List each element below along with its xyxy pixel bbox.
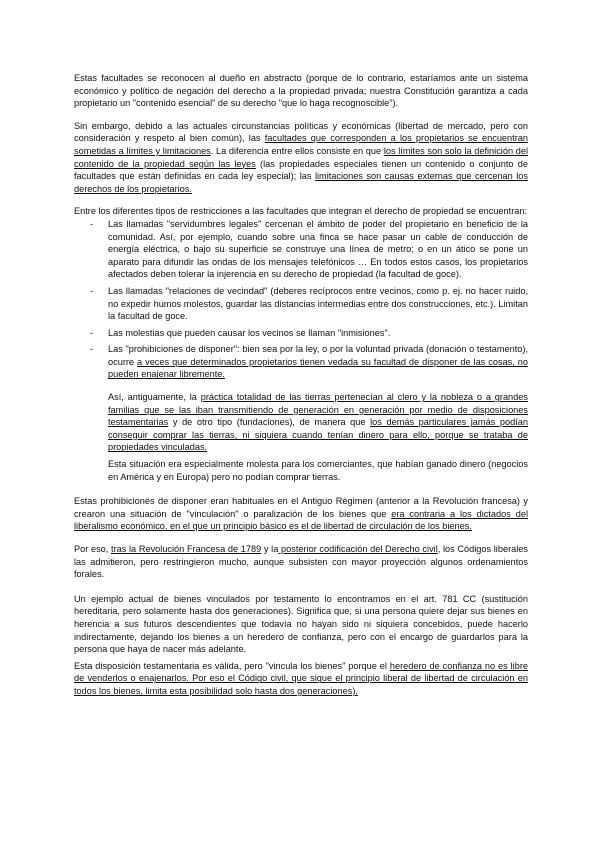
underlined-text: tras la Revolución Francesa de 1789 — [111, 544, 262, 554]
paragraph-restricciones-intro: Entre los diferentes tipos de restricciones a las facultades que integran el derecho de propiedad se encuentran: — [74, 206, 528, 217]
dash-bullet: - — [90, 285, 94, 296]
underlined-text: facultades que corresponden a los propietarios se encuentran sometidas a límites y limitaciones — [74, 133, 528, 156]
text-run: . La diferencia entre ellos consiste en que — [210, 145, 384, 156]
underlined-text: era contraria a los dictados del liberalismo económico, en el que un principio básico es el de libertad de circulación de los bienes. — [74, 508, 528, 532]
dash-bullet: - — [90, 218, 94, 229]
text-run: y de otro tipo (fundaciones), de manera que — [168, 417, 371, 428]
paragraph-art-781: Un ejemplo actual de bienes vinculados por testamento lo encontramos en el art. 781 CC (sustitución hereditaria, pero solamente hasta dos generaciones). Significa que, si una persona quiere dejar sus bienes en herencia a sus futuros descendientes que todavía no hayan sido ni siquiera concebidos, puede hacerlo indirectamente, dejando los bienes a un heredero de confianza, pero con el encargo de guardarlos para la persona que haya de nacer más adelante. — [74, 593, 528, 655]
list-item-text: Las llamadas "servidumbres legales" cercenan el ámbito de poder del propietario en beneficio de la comunidad. Así, por ejemplo, cuando sobre una finca se hace pasar un cable de conducción de energía eléctrica, o bajo su superficie se construye una línea de metro; o en un ático se pone un aparato para difundir las ondas de los mensajes telefónicos … En todos estos casos, los propietarios afectados deben tolerar la injerencia en su derecho de propiedad (la facultad de goce). — [108, 218, 528, 280]
paragraph-facultades: Estas facultades se reconocen al dueño en abstracto (porque de lo contrario, estaríamos ante un sistema económico y político de negación del derecho a la propiedad privada; nuestra Constitución garantiza a cada propietario un "contenido esencial" de su derecho "que lo haga recognoscible"). — [74, 73, 528, 109]
document-page — [74, 72, 528, 708]
dash-bullet: - — [90, 327, 94, 338]
list-item-servidumbres — [74, 218, 528, 281]
paragraph-disposicion — [74, 660, 528, 698]
dash-bullet: - — [90, 344, 94, 355]
underlined-text: limitaciones son causas externas que cercenan los derechos de los propietarios. — [74, 171, 529, 194]
text-run: Por eso, — [74, 544, 112, 554]
underlined-text: práctica totalidad de las tierras pertenecían al clero y la nobleza o a grandes familias que se las iban transmitiendo de generación en generación por medio de disposiciones testamentarias — [108, 392, 528, 428]
paragraph-revolucion — [74, 543, 528, 581]
text-run: Estas prohibiciones de disponer eran habituales en el Antiguo Régimen (anterior a la Revolución francesa) y crearon una situación de "vinculación" o paralización de los bienes que — [74, 496, 528, 519]
paragraph-antiguamente — [74, 391, 528, 454]
text-run: y la — [261, 544, 279, 554]
text-run: Sin embargo, debido a las actuales circunstancias políticas y económicas (libertad de mercado, pero con consideración y respeto al bien común), las — [74, 120, 528, 144]
underlined-text: posterior codificación del Derecho civil — [278, 544, 438, 554]
paragraph-antiguo-regimen — [74, 495, 528, 533]
list-item-vecindad — [74, 285, 528, 323]
list-item-text: Las "prohibiciones de disponer": bien sea por la ley, o por la voluntad privada (donación o testamento), ocurre — [108, 344, 528, 367]
text-run: (las propiedades especiales tienen un contenido o conjunto de facultades que están definidas en cada ley especial); las — [74, 158, 528, 182]
list-item-text: Las llamadas "relaciones de vecindad" (deberes recíprocos entre vecinos, como p. ej. no hacer ruido, no expedir humos molestos, guardar las distancias intermedias entre dos construcciones, etc.). Limitan la facultad de goce. — [108, 285, 528, 322]
underlined-text: los demás particulares jamás podían conseguir comprar las tierras, ni siquiera cuando tenían dinero para ello, porque se trataba de propiedades vinculadas. — [108, 417, 528, 453]
text-run: , los Códigos liberales las admitieron, pero restringieron mucho, aunque subsisten con mayor proyección algunos ordenamientos forales. — [74, 544, 528, 580]
text-run: Así, antiguamente, la — [108, 392, 201, 403]
underlined-text: los límites son solo la definición del contenido de la propiedad según las leyes — [74, 145, 528, 169]
underlined-text: a veces que determinados propietarios tienen vedada su facultad de disponer de las cosas, no pueden enajenar libremente. — [108, 356, 528, 380]
list-item-prohibiciones — [74, 343, 528, 381]
underlined-text: heredero de confianza no es libre de venderlos o enajenarlos. Por eso el Código civil, que sigue el principio liberal de libertad de circulación en todos los bienes, limita esta posibilidad solo hasta dos generaciones). — [74, 660, 528, 696]
paragraph-limites — [74, 120, 528, 196]
restricciones-list — [74, 218, 528, 381]
text-run: Esta disposición testamentaria es válida, pero "vincula los bienes" porque el — [74, 660, 390, 671]
list-item-inmisiones — [74, 327, 528, 340]
list-item-text: Las molestias que pueden causar los vecinos se llaman "inmisiones". — [108, 327, 391, 338]
paragraph-comerciantes: Esta situación era especialmente molesta para los comerciantes, que habían ganado dinero (negocios en América y en Europa) pero no podían comprar tierras. — [108, 459, 528, 482]
